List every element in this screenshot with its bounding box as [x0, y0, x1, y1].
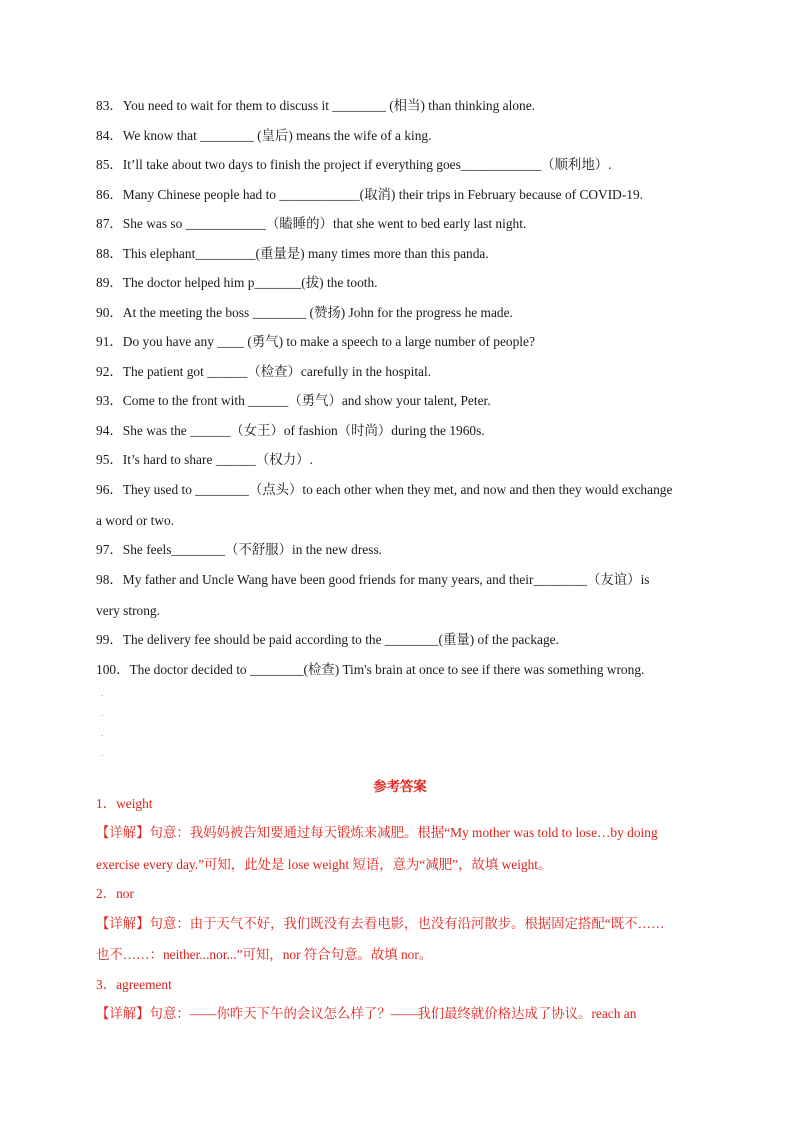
paragraph-mark: . [101, 728, 104, 738]
question-text: She was the ______（女王）of fashion（时尚）during the 1960s. [122, 423, 485, 438]
question-line [96, 304, 716, 322]
answer-line: 【详解】句意：——你昨天下午的会议怎么样了？——我们最终就价格达成了协议。reach an [96, 1006, 637, 1021]
question-text: This elephant_________(重量是) many times more than this panda. [122, 246, 489, 261]
answers-title: 参考答案 [373, 780, 427, 795]
question-number: 93． [96, 393, 123, 408]
question-text: She was so ____________（瞌睡的）that she went to bed early last night. [122, 216, 527, 231]
question-text: The doctor helped him p_______(拔) the tooth. [122, 275, 378, 290]
question-line [96, 245, 716, 263]
question-text: At the meeting the boss ________ (赞扬) John for the progress he made. [122, 305, 513, 320]
paragraph-mark: . [101, 688, 104, 698]
answer-line: 1．weight [96, 796, 153, 811]
question-line [96, 363, 716, 381]
answer-line: exercise every day.”可知，此处是 lose weight 短语，意为“减肥”，故填 weight。 [96, 857, 552, 872]
question-text: My father and Uncle Wang have been good friends for many years, and their________（友谊）is [122, 572, 650, 587]
question-text: It’ll take about two days to finish the project if everything goes____________（顺利地）. [122, 157, 612, 172]
answer-line: 3．agreement [96, 977, 172, 992]
question-line [96, 481, 716, 499]
paragraph-mark: . [101, 708, 104, 718]
question-number: 83． [96, 98, 123, 113]
paragraph-mark: . [101, 748, 104, 758]
question-line-continued [96, 512, 716, 530]
question-number: 94． [96, 423, 123, 438]
question-text: They used to ________（点头）to each other when they met, and now and then they would exchange [122, 482, 673, 497]
question-line [96, 156, 716, 174]
question-line [96, 333, 716, 351]
question-number: 92． [96, 364, 123, 379]
question-number: 96． [96, 482, 123, 497]
question-text: Do you have any ____ (勇气) to make a speech to a large number of people? [122, 334, 535, 349]
question-line [96, 422, 716, 440]
question-line [96, 661, 716, 679]
question-line [96, 186, 716, 204]
question-text: very strong. [96, 603, 160, 618]
question-number: 99． [96, 632, 123, 647]
question-text: The delivery fee should be paid according to the ________(重量) of the package. [122, 632, 559, 647]
question-number: 84． [96, 128, 123, 143]
answer-line: 也不……：neither...nor...”可知，nor 符合句意。故填 nor。 [96, 947, 433, 962]
question-number: 97． [96, 542, 123, 557]
question-line [96, 274, 716, 292]
question-line [96, 127, 716, 145]
question-text: The patient got ______（检查）carefully in the hospital. [122, 364, 432, 379]
question-text: Many Chinese people had to ____________(取消) their trips in February because of COVID-19. [122, 187, 644, 202]
question-line [96, 631, 716, 649]
question-line [96, 571, 716, 589]
question-number: 90． [96, 305, 123, 320]
question-text: The doctor decided to ________(检查) Tim's brain at once to see if there was something wrong. [129, 662, 645, 677]
answer-line: 2．nor [96, 886, 134, 901]
question-text: You need to wait for them to discuss it ________ (相当) than thinking alone. [122, 98, 535, 113]
question-line [96, 392, 716, 410]
question-number: 89． [96, 275, 123, 290]
question-line [96, 541, 716, 559]
question-line [96, 451, 716, 469]
question-number: 98． [96, 572, 123, 587]
question-number: 85． [96, 157, 123, 172]
question-text: Come to the front with ______（勇气）and show your talent, Peter. [122, 393, 491, 408]
question-line [96, 215, 716, 233]
question-number: 87． [96, 216, 123, 231]
question-number: 86． [96, 187, 123, 202]
answer-line: 【详解】句意：由于天气不好，我们既没有去看电影，也没有沿河散步。根据固定搭配“既不…… [96, 916, 665, 931]
question-text: We know that ________ (皇后) means the wife of a king. [122, 128, 432, 143]
question-text: She feels________（不舒服）in the new dress. [122, 542, 383, 557]
question-line-continued [96, 602, 716, 620]
question-number: 100． [96, 662, 130, 677]
question-text: It’s hard to share ______（权力）. [122, 452, 313, 467]
question-number: 95． [96, 452, 123, 467]
question-text: a word or two. [96, 513, 175, 528]
question-number: 91． [96, 334, 123, 349]
question-line [96, 97, 716, 115]
question-number: 88． [96, 246, 123, 261]
answer-line: 【详解】句意：我妈妈被告知要通过每天锻炼来减肥。根据“My mother was told to lose…by doing [96, 825, 658, 840]
